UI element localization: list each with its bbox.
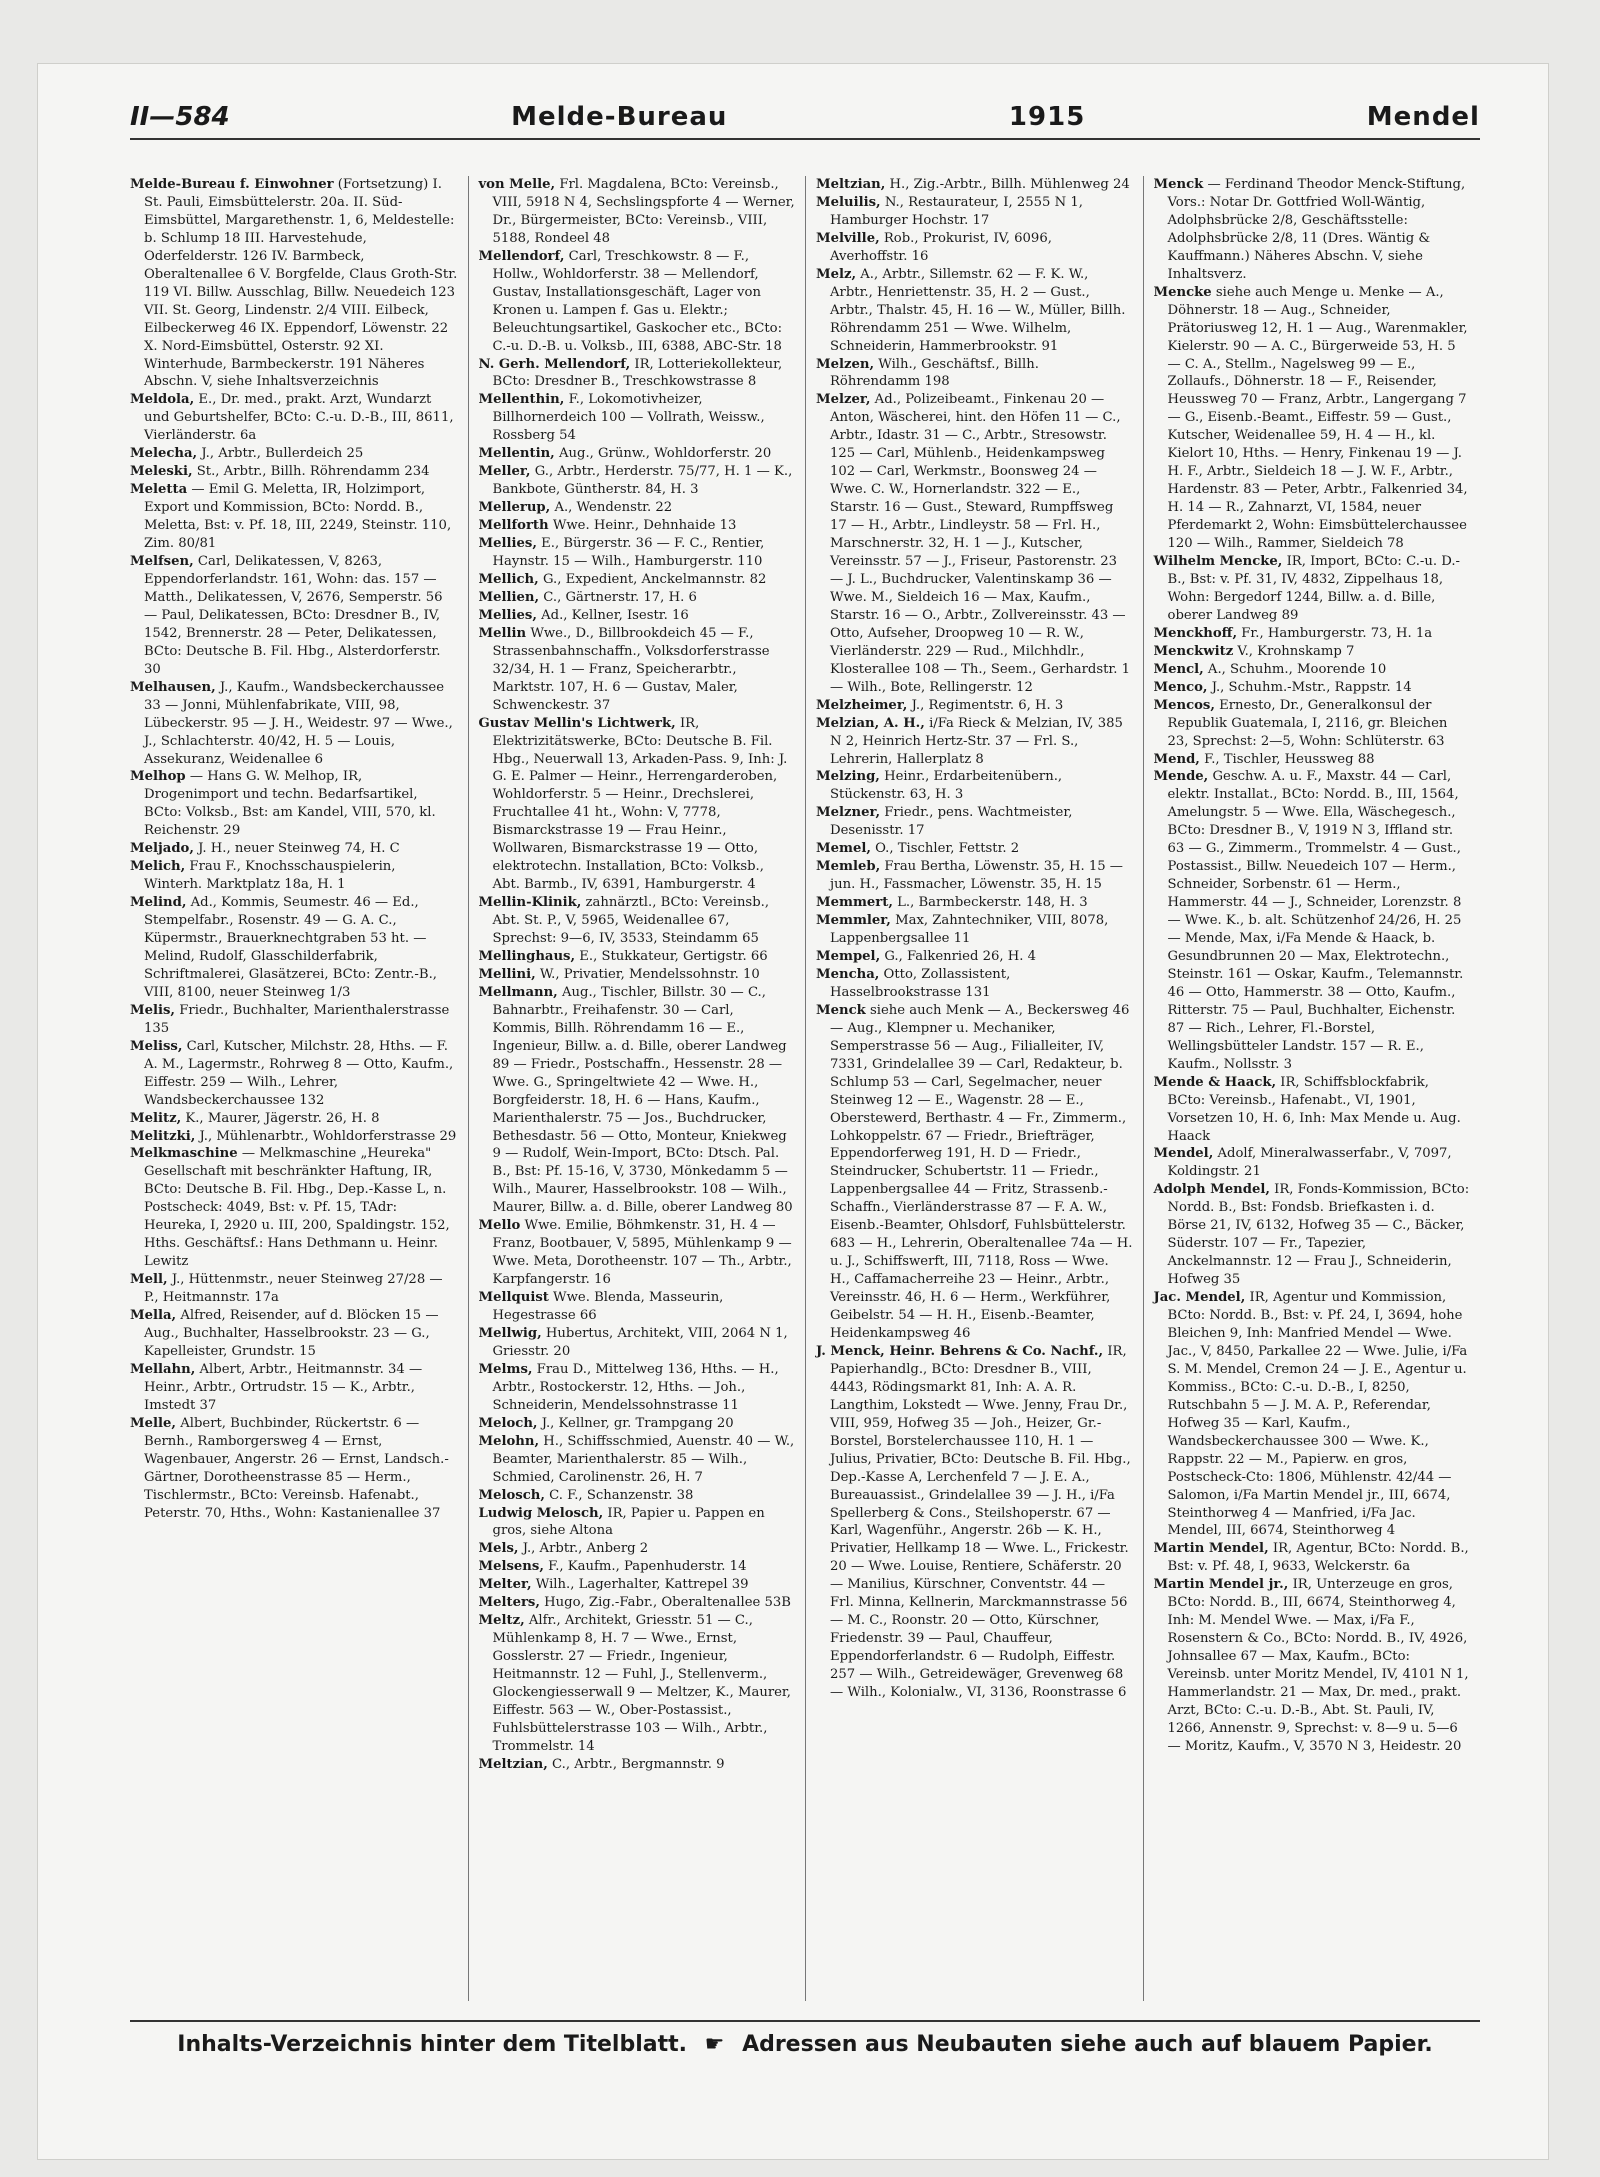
entry-details: Carl, Delikatessen, V, 8263, Eppendorferlandstr. 161, Wohn: das. 157 — Matth., Delikatessen, V, 2676, Semperstr. 56 — Paul, Delikatessen, BCto: Dresdner B., IV, 1542, Brennerstr. 28 — Peter, Delikatessen, BCto: Deutsche B. Fil. Hbg., Alsterdorferstr. 30 — [144, 554, 443, 677]
directory-entry — [479, 1217, 796, 1289]
directory-columns — [130, 176, 1480, 2001]
directory-entry — [130, 553, 458, 679]
entry-details: Ad., Kommis, Seumestr. 46 — Ed., Stempelfabr., Rosenstr. 49 — G. A. C., Küpermstr., Brauerknechtgraben 53 ht. — Melind, Rudolf, Glasschilderfabrik, Schriftmalerei, Glasätzerei, BCto: Zentr.-B., VIII, 8100, neuer Steinweg 1/3 — [144, 895, 437, 1000]
entry-name: Mellin-Klinik, — [478, 895, 582, 911]
entry-details: W., Privatier, Mendelssohnstr. 10 — [539, 966, 760, 982]
entry-details: IR, Elektrizitätswerke, BCto: Deutsche B. Fil. Hbg., Neuerwall 13, Arkaden-Pass. 9, Inh: J. G. E. Palmer — Heinr., Herrengarderoben, Wohldorferstr. 5 — Heinr., Drechslerei, Fruchtallee 41 ht., Wohn: V, 7778, Bismarckstrasse 19 — Frau Heinr., Wollwaren, Bismarckstrasse 19 — Otto, elektrotechn. Installation, BCto: Volksb., Abt. Barmb., IV, 6391, Hamburgerstr. 4 — [492, 715, 788, 893]
pointing-hand-icon: ☛ — [704, 2032, 725, 2057]
entry-details: K., Maurer, Jägerstr. 26, H. 8 — [185, 1110, 380, 1126]
directory-entry — [479, 1540, 796, 1558]
entry-name: Memel, — [816, 841, 871, 857]
entry-details: Wwe. Emilie, Böhmkenstr. 31, H. 4 — Franz, Bootbauer, V, 5895, Mühlenkamp 9 — Wwe. Meta, Dorotheenstr. 107 — Th., Arbtr., Karpfangerstr. 16 — [492, 1218, 792, 1288]
entry-details: IR, Fonds-Kommission, BCto: Nordd. B., Bst: Fondsb. Briefkasten i. d. Börse 21, IV, 6132, Hofweg 35 — C., Bäcker, Süderstr. 107 — Fr., Tapezier, Anckelmannstr. 12 — Frau J., Schneiderin, Hofweg 35 — [1167, 1182, 1470, 1288]
entry-name: Melde-Bureau f. Einwohner — [130, 177, 334, 192]
directory-entry — [1154, 1181, 1471, 1289]
entry-details: (Fortsetzung) I. St. Pauli, Eimsbüttelerstr. 20a. II. Süd-Eimsbüttel, Margarethenstr. 1, 6, Meldestelle: b. Schlump 18 III. Harvestehude, Oderfelderstr. 126 IV. Barmbeck, Oberaltenallee 6 V. Borgfelde, Claus Groth-Str. 119 VI. Billw. Ausschlag, Billw. Neuedeich 123 VII. St. Georg, Lindenstr. 2/4 VIII. Eilbeck, Eilbeckerweg 46 IX. Eppendorf, Löwenstr. 22 X. Nord-Eimsbüttel, Osterstr. 92 XI. Winterhude, Barmbeckerstr. 191 Näheres Abschn. V, siehe Inhaltsverzeichnis — [144, 177, 458, 390]
directory-entry — [816, 840, 1133, 858]
entry-name: Mellentin, — [478, 446, 555, 462]
entry-details: Fr., Hamburgerstr. 73, H. 1a — [1241, 625, 1433, 641]
entry-name: Ludwig Melosch, — [478, 1505, 604, 1521]
entry-name: Martin Mendel jr., — [1153, 1577, 1289, 1593]
entry-name: Melville, — [816, 230, 880, 246]
directory-entry — [479, 948, 796, 966]
directory-entry — [1154, 176, 1471, 284]
column-1 — [130, 176, 468, 2001]
entry-name: Melters, — [478, 1595, 540, 1611]
entry-details: G., Expedient, Anckelmannstr. 82 — [542, 571, 767, 587]
directory-entry — [130, 463, 458, 481]
directory-entry — [1154, 661, 1471, 679]
entry-details: — Hans G. W. Melhop, IR, Drogenimport und techn. Bedarfsartikel, BCto: Volksb., Bst: am Kandel, VIII, 570, kl. Reichenstr. 29 — [144, 769, 436, 839]
entry-details: F., Kaufm., Papenhuderstr. 14 — [548, 1559, 747, 1575]
directory-entry — [479, 894, 796, 948]
directory-entry — [816, 1002, 1133, 1343]
directory-entry — [816, 715, 1133, 769]
entry-name: Meldola, — [130, 392, 195, 408]
entry-details: C., Gärtnerstr. 17, H. 6 — [543, 589, 697, 605]
entry-name: Mellquist — [478, 1290, 549, 1306]
entry-name: Menck — [816, 1002, 866, 1018]
directory-entry — [1154, 1145, 1471, 1181]
directory-entry — [816, 697, 1133, 715]
directory-entry — [130, 894, 458, 1002]
entry-name: Menckwitz — [1153, 643, 1234, 659]
directory-entry — [816, 894, 1133, 912]
directory-entry — [1154, 284, 1471, 553]
entry-name: Melosch, — [478, 1487, 545, 1503]
entry-name: Mellinghaus, — [478, 948, 576, 964]
directory-entry — [479, 1289, 796, 1325]
entry-name: Gustav Mellin's Lichtwerk, — [478, 715, 676, 731]
entry-details: E., Stukkateur, Gertigstr. 66 — [579, 948, 768, 964]
directory-entry — [479, 1361, 796, 1415]
entry-details: E., Dr. med., prakt. Arzt, Wundarzt und Geburtshelfer, BCto: C.-u. D.-B., III, 8611, Vierländerstr. 6a — [144, 392, 454, 444]
entry-details: Aug., Tischler, Billstr. 30 — C., Bahnarbtr., Freihafenstr. 30 — Carl, Kommis, Billh. Röhrendamm 16 — E., Ingenieur, Billw. a. d. Bille, oberer Landweg 89 — Friedr., Postschaffn., Hessenstr. 28 — Wwe. G., Springeltwiete 42 — Wwe. H., Borgfeiderstr. 18, H. 6 — Hans, Kaufm., Marienthalerstr. 75 — Jos., Buchdrucker, Bethesdastr. 56 — Otto, Monteur, Kniekweg 9 — Rudolf, Wein-Import, BCto: Dtsch. Pal. B., Bst: Pf. 15-16, V, 3730, Mönkedamm 5 — Wilh., Maurer, Hasselbrookstr. 108 — Wilh., Maurer, Billw. a. d. Bille, oberer Landweg 80 — [492, 984, 793, 1216]
entry-name: Melis, — [130, 1002, 176, 1018]
entry-name: Melhop — [130, 769, 186, 785]
entry-details: IR, Agentur, BCto: Nordd. B., Bst: v. Pf. 48, I, 9633, Welckerstr. 6a — [1167, 1541, 1469, 1575]
entry-name: Mencl, — [1153, 661, 1204, 677]
entry-name: Melsens, — [478, 1559, 544, 1575]
entry-details: C. F., Schanzenstr. 38 — [549, 1487, 694, 1503]
entry-details: Ad., Kellner, Isestr. 16 — [541, 607, 689, 623]
entry-name: Mende, — [1153, 769, 1209, 785]
directory-entry — [816, 230, 1133, 266]
entry-details: J., Arbtr., Anberg 2 — [522, 1541, 649, 1557]
entry-details: IR, Import, BCto: C.-u. D.-B., Bst: v. Pf. 31, IV, 4832, Zippelhaus 18, Wohn: Bergedorf 1244, Billw. a. d. Bille, oberer Landweg 89 — [1167, 554, 1460, 623]
entry-details: — Emil G. Meletta, IR, Holzimport, Export und Kommission, BCto: Nordd. B., Meletta, Bst: v. Pf. 18, III, 2249, Steinstr. 110, Zim. 80/81 — [144, 482, 452, 552]
entry-details: J., Schuhm.-Mstr., Rappstr. 14 — [1211, 679, 1412, 695]
entry-details: Carl, Kutscher, Milchstr. 28, Hths. — F. A. M., Lagermstr., Rohrweg 8 — Otto, Kaufm., Eiffestr. 259 — Wilh., Lehrer, Wandsbeckerchaussee 132 — [144, 1038, 454, 1108]
directory-entry — [816, 391, 1133, 696]
entry-name: Mels, — [478, 1541, 519, 1557]
entry-name: Mellies, — [478, 607, 537, 623]
directory-entry — [479, 1487, 796, 1505]
directory-entry — [1154, 697, 1471, 751]
entry-details: IR, Papier u. Pappen en gros, siehe Altona — [492, 1505, 765, 1539]
directory-entry — [479, 1505, 796, 1541]
directory-entry — [1154, 625, 1471, 643]
entry-name: Menco, — [1153, 679, 1208, 695]
entry-details: Friedr., pens. Wachtmeister, Desenisstr. 17 — [830, 805, 1073, 839]
entry-name: Mellich, — [478, 571, 539, 587]
directory-entry — [816, 804, 1133, 840]
entry-name: Mellies, — [478, 536, 537, 552]
directory-entry — [479, 984, 796, 1217]
footer-index-note: Inhalts-Verzeichnis hinter dem Titelblatt. — [177, 2032, 687, 2057]
entry-details: A., Arbtr., Sillemstr. 62 — F. K. W., Arbtr., Henriettenstr. 35, H. 2 — Gust., Arbtr., Thalstr. 45, H. 16 — W., Müller, Billh. Röhrendamm 251 — Wwe. Wilhelm, Schneiderin, Hammerbrookstr. 91 — [830, 266, 1126, 354]
entry-details: siehe auch Menge u. Menke — A., Döhnerstr. 18 — Aug., Schneider, Prätoriusweg 12, H. 1 — Aug., Warenmakler, Kielerstr. 90 — A. C., Bürgerweide 53, H. 5 — C. A., Stellm., Nagelsweg 99 — E., Zollaufs., Döhnerstr. 18 — F., Reisender, Heussweg 70 — Franz, Arbtr., Langergang 7 — G., Eisenb.-Beamt., Eiffestr. 59 — Gust., Kutscher, Weidenallee 59, H. 4 — H., kl. Kielort 10, Hths. — Henry, Finkenau 19 — J. H. F., Arbtr., Sieldeich 18 — J. W. F., Arbtr., Hardenstr. 83 — Peter, Arbtr., Falkenried 34, H. 14 — R., Zahnarzt, VI, 1584, neuer Pferdemarkt 2, Wohn: Eimsbüttelerchaussee 120 — Wilh., Rammer, Sieldeich 78 — [1167, 284, 1468, 552]
directory-entry — [479, 1612, 796, 1756]
entry-name: Jac. Mendel, — [1153, 1290, 1246, 1306]
entry-details: Aug., Grünw., Wohldorferstr. 20 — [558, 446, 772, 462]
entry-details: Ad., Polizeibeamt., Finkenau 20 — Anton, Wäscherei, hint. den Höfen 11 — C., Arbtr., Idastr. 31 — C., Arbtr., Stresowstr. 125 — Carl, Mühlenb., Heidenkampsweg 102 — Carl, Werkmstr., Boonsweg 24 — Wwe. C. W., Hornerlandstr. 322 — E., Starstr. 16 — Gust., Steward, Rumpffsweg 17 — H., Arbtr., Lindleystr. 58 — Frl. H., Marschnerstr. 32, H. 1 — J., Kutscher, Vereinsstr. 57 — J., Friseur, Pastorenstr. 23 — J. L., Buchdrucker, Valentinskamp 36 — Wwe. M., Sieldeich 16 — Max, Kaufm., Starstr. 16 — O., Arbtr., Zollvereinsstr. 43 — Otto, Aufseher, Droopweg 10 — R. W., Vierländerstr. 229 — Rud., Milchhdlr., Klosterallee 108 — Th., Seem., Gerhardstr. 1 — Wilh., Bote, Rellingerstr. 12 — [830, 392, 1131, 695]
directory-entry — [130, 481, 458, 553]
directory-entry — [1154, 1576, 1471, 1756]
entry-name: Mello — [478, 1218, 521, 1234]
entry-name: Melzen, — [816, 356, 875, 372]
entry-details: Geschw. A. u. F., Maxstr. 44 — Carl, elektr. Installat., BCto: Nordd. B., III, 1564, Amelungstr. 5 — Wwe. Ella, Wäschegesch., BCto: Dresdner B., V, 1919 N 3, Iffland str. 63 — G., Zimmerm., Trommelstr. 4 — Gust., Postassist., Billw. Neuedeich 107 — Herm., Schneider, Sorbenstr. 61 — Herm., Hammerstr. 44 — J., Schneider, Lorenzstr. 8 — Wwe. K., b. alt. Schützenhof 24/26, H. 25 — Mende, Max, i/Fa Mende & Haack, b. Gesundbrunnen 20 — Max, Elektrotechn., Steinstr. 161 — Oskar, Kaufm., Telemannstr. 46 — Otto, Hammerstr. 38 — Otto, Kaufm., Ritterstr. 75 — Paul, Buchhalter, Eichenstr. 87 — Rich., Lehrer, Fl.-Borstel, Wellingsbütteler Landstr. 157 — R. E., Kaufm., Nollsstr. 3 — [1167, 769, 1464, 1072]
entry-name: Meliss, — [130, 1038, 183, 1054]
directory-entry — [479, 176, 796, 248]
entry-name: von Melle, — [478, 177, 556, 192]
entry-details: IR, Lotteriekollekteur, BCto: Dresdner B., Treschkowstrasse 8 — [492, 356, 783, 390]
entry-details: IR, Unterzeuge en gros, BCto: Nordd. B., III, 6674, Steinthorweg 4, Inh: M. Mendel Wwe. — Max, i/Fa F., Rosenstern & Co., BCto: Nordd. B., IV, 4926, Johnsallee 67 — Max, Kaufm., BCto: Vereinsb. unter Moritz Mendel, IV, 4101 N 1, Hammerlandstr. 21 — Max, Dr. med., prakt. Arzt, BCto: C.-u. D.-B., Abt. St. Pauli, IV, 1266, Annenstr. 9, Sprechst: v. 8—9 u. 5—6 — Moritz, Kaufm., V, 3570 N 3, Heidestr. 20 — [1167, 1577, 1469, 1754]
entry-name: Mempel, — [816, 948, 881, 964]
directory-entry — [1154, 1540, 1471, 1576]
directory-entry — [130, 858, 458, 894]
directory-entry — [479, 1325, 796, 1361]
entry-name: Mell, — [130, 1272, 168, 1288]
directory-entry — [816, 912, 1133, 948]
directory-entry — [1154, 751, 1471, 769]
entry-details: — Melkmaschine „Heureka" Gesellschaft mit beschränkter Haftung, IR, BCto: Deutsche B. Fil. Hbg., Dep.-Kasse L, n. Postscheck: 4049, Bst: v. Pf. 15, TAdr: Heureka, I, 2920 u. III, 200, Spaldingstr. 152, Hths. Geschäftsf.: Hans Dethmann u. Heinr. Lewitz — [144, 1146, 450, 1270]
entry-name: Meleski, — [130, 464, 193, 480]
entry-details: Frau D., Mittelweg 136, Hths. — H., Arbtr., Rostockerstr. 12, Hths. — Joh., Schneiderin, Mendelssohnstrasse 11 — [492, 1361, 779, 1413]
directory-entry — [816, 176, 1133, 194]
directory-entry — [479, 517, 796, 535]
directory-entry — [479, 1576, 796, 1594]
entry-name: Melhausen, — [130, 679, 216, 695]
directory-entry — [479, 1433, 796, 1487]
entry-details: Ernesto, Dr., Generalkonsul der Republik Guatemala, I, 2116, gr. Bleichen 23, Sprechst: 2—5, Wohn: Schlüterstr. 63 — [1167, 697, 1448, 749]
entry-name: Menckhoff, — [1153, 625, 1238, 641]
directory-entry — [130, 1415, 458, 1523]
entry-details: G., Falkenried 26, H. 4 — [884, 948, 1037, 964]
entry-details: zahnärztl., BCto: Vereinsb., Abt. St. P., V, 5965, Weidenallee 67, Sprechst: 9—6, IV, 3533, Steindamm 65 — [492, 895, 770, 947]
entry-name: Melind, — [130, 895, 187, 911]
entry-name: Melkmaschine — [130, 1146, 238, 1162]
entry-name: Mend, — [1153, 751, 1200, 767]
entry-name: Adolph Mendel, — [1153, 1182, 1270, 1198]
directory-entry — [479, 356, 796, 392]
entry-name: Meller, — [478, 464, 531, 480]
entry-details: N., Restaurateur, I, 2555 N 1, Hamburger Hochstr. 17 — [830, 194, 1083, 228]
entry-details: F., Lokomotivheizer, Billhornerdeich 100 — Vollrath, Weissw., Rossberg 54 — [492, 392, 765, 444]
entry-details: G., Arbtr., Herderstr. 75/77, H. 1 — K., Bankbote, Güntherstr. 84, H. 3 — [492, 464, 793, 498]
entry-details: Max, Zahntechniker, VIII, 8078, Lappenbergsallee 11 — [830, 913, 1109, 947]
directory-entry — [130, 1145, 458, 1271]
directory-entry — [479, 445, 796, 463]
entry-details: Frl. Magdalena, BCto: Vereinsb., VIII, 5918 N 4, Sechslingspforte 4 — Werner, Dr., Bürgermeister, BCto: Vereinsb., VIII, 5188, Rondeel 48 — [492, 177, 795, 246]
directory-entry — [130, 1038, 458, 1110]
entry-details: Albert, Arbtr., Heitmannstr. 34 — Heinr., Arbtr., Ortrudstr. 15 — K., Arbtr., Imstedt 37 — [144, 1361, 423, 1413]
directory-entry — [1154, 1289, 1471, 1540]
directory-entry — [479, 535, 796, 571]
directory-entry — [130, 1307, 458, 1361]
entry-details: Albert, Buchbinder, Rückertstr. 6 — Bernh., Ramborgersweg 4 — Ernst, Wagenbauer, Angerstr. 26 — Ernst, Landsch.-Gärtner, Dorotheenstrasse 85 — Herm., Tischlermstr., BCto: Vereinsb. Hafenabt., Peterstr. 70, Hths., Wohn: Kastanienallee 37 — [144, 1415, 449, 1521]
entry-name: Melfsen, — [130, 554, 194, 570]
entry-name: Melecha, — [130, 446, 198, 462]
directory-entry — [130, 1128, 458, 1146]
entry-details: Wwe. Heinr., Dehnhaide 13 — [552, 518, 737, 534]
entry-name: Mellahn, — [130, 1361, 196, 1377]
entry-name: Mellien, — [478, 589, 540, 605]
entry-name: Memmler, — [816, 913, 891, 929]
directory-entry — [479, 625, 796, 715]
year: 1915 — [1008, 102, 1086, 132]
directory-entry — [130, 1361, 458, 1415]
entry-details: E., Bürgerstr. 36 — F. C., Rentier, Haynstr. 15 — Wilh., Hamburgerstr. 110 — [492, 536, 765, 570]
entry-name: Menck — [1153, 177, 1204, 192]
entry-name: Mencke — [1153, 284, 1212, 300]
directory-entry — [479, 589, 796, 607]
entry-details: A., Wendenstr. 22 — [554, 500, 673, 516]
entry-name: N. Gerh. Mellendorf, — [478, 356, 631, 372]
page-footer — [130, 2020, 1480, 2057]
directory-entry — [479, 499, 796, 517]
directory-entry — [130, 1110, 458, 1128]
entry-details: siehe auch Menk — A., Beckersweg 46 — Aug., Klempner u. Mechaniker, Semperstrasse 56 — Aug., Filialleiter, IV, 7331, Grindelallee 39 — Carl, Redakteur, b. Schlump 53 — Carl, Segelmacher, neuer Steinweg 12 — E., Wagenstr. 28 — E., Oberstewerd, Berthastr. 4 — Fr., Zimmerm., Lohkoppelstr. 67 — Friedr., Briefträger, Eppendorferweg 191, H. D — Friedr., Steindrucker, Schubertstr. 11 — Friedr., Lappenbergsallee 44 — Fritz, Strassenb.-Schaffn., Vierländerstrasse 87 — F. A. W., Eisenb.-Beamter, Ohlsdorf, Fuhlsbüttelerstr. 683 — H., Lehrerin, Oberaltenallee 74a — H. u. J., Schiffswerft, III, 7118, Ross — Wwe. H., Caffamacherreihe 23 — Heinr., Arbtr., Vereinsstr. 46, H. 6 — Herm., Werkführer, Geibelstr. 54 — H. H., Eisenb.-Beamter, Heidenkampsweg 46 — [830, 1002, 1133, 1341]
directory-entry — [479, 607, 796, 625]
directory-entry — [479, 715, 796, 895]
entry-details: J., Kaufm., Wandsbeckerchaussee 33 — Jonni, Mühlenfabrikate, VIII, 98, Lübeckerstr. 95 — J. H., Weidestr. 97 — Wwe., J., Schlachterstr. 40/42, H. 5 — Louis, Assekuranz, Weidenallee 6 — [144, 679, 453, 767]
directory-entry — [1154, 1074, 1471, 1146]
entry-name: Mellini, — [478, 966, 536, 982]
entry-details: Wilh., Geschäftsf., Billh. Röhrendamm 198 — [830, 356, 1039, 390]
entry-details: Frau F., Knochsschauspielerin, Winterh. Marktplatz 18a, H. 1 — [144, 859, 396, 893]
directory-entry — [479, 1558, 796, 1576]
entry-name: Mellforth — [478, 518, 549, 534]
directory-entry — [479, 1594, 796, 1612]
page-number: II—584 — [130, 102, 230, 132]
directory-entry — [130, 1271, 458, 1307]
section-title: Melde-Bureau — [511, 102, 728, 132]
directory-entry — [479, 966, 796, 984]
entry-name: Meloch, — [478, 1415, 538, 1431]
directory-entry — [479, 248, 796, 356]
entry-details: Frau Bertha, Löwenstr. 35, H. 15 — jun. H., Fassmacher, Löwenstr. 35, H. 15 — [830, 859, 1123, 893]
entry-name: Melich, — [130, 859, 186, 875]
entry-name: Mella, — [130, 1308, 177, 1324]
directory-entry — [130, 679, 458, 769]
page-header — [130, 78, 1480, 140]
entry-name: Melzing, — [816, 769, 880, 785]
entry-details: Wwe., D., Billbrookdeich 45 — F., Strassenbahnschaffn., Volksdorferstrasse 32/34, H. 1 — Franz, Speicherarbtr., Marktstr. 107, H. 6 — Gustav, Maler, Schwenckestr. 37 — [492, 625, 770, 713]
entry-name: Mendel, — [1153, 1146, 1214, 1162]
entry-name: Mellin — [478, 625, 527, 641]
entry-name: Melms, — [478, 1361, 533, 1377]
entry-details: Heinr., Erdarbeitenübern., Stückenstr. 63, H. 3 — [830, 769, 1063, 803]
directory-entry — [1154, 553, 1471, 625]
directory-entry — [1154, 679, 1471, 697]
entry-name: Mellenthin, — [478, 392, 565, 408]
entry-name: Meltzian, — [816, 177, 886, 192]
entry-name: Melzer, — [816, 392, 871, 408]
directory-entry — [479, 1756, 796, 1774]
entry-details: St., Arbtr., Billh. Röhrendamm 234 — [196, 464, 430, 480]
entry-details: J., Hüttenmstr., neuer Steinweg 27/28 — P., Heitmannstr. 17a — [144, 1272, 443, 1306]
entry-name: Melitzki, — [130, 1128, 196, 1144]
directory-entry — [479, 1415, 796, 1433]
entry-details: Hubertus, Architekt, VIII, 2064 N 1, Griesstr. 20 — [492, 1326, 788, 1359]
entry-details: Carl, Treschkowstr. 8 — F., Hollw., Wohldorferstr. 38 — Mellendorf, Gustav, Installationsgeschäft, Lager von Kronen u. Lampen f. Gas u. Elektr.; Beleuchtungsartikel, Gaskocher etc., BCto: C.-u. D.-B. u. Volksb., III, 6388, ABC-Str. 18 — [492, 248, 783, 354]
entry-details: i/Fa Rieck & Melzian, IV, 385 N 2, Heinrich Hertz-Str. 37 — Frl. S., Lehrerin, Hallerplatz 8 — [830, 715, 1123, 767]
entry-name: Melzner, — [816, 805, 881, 821]
entry-details: IR, Papierhandlg., BCto: Dresdner B., VIII, 4443, Rödingsmarkt 81, Inh: A. A. R. Langthim, Lokstedt — Wwe. Jenny, Frau Dr., VIII, 959, Hofweg 35 — Joh., Heizer, Gr.-Borstel, Borstelerchaussee 110, H. 1 — Julius, Privatier, BCto: Deutsche B. Fil. Hbg., Dep.-Kasse A, Lerchenfeld 7 — J. E. A., Bureauassist., Grindelallee 39 — J. H., i/Fa Spellerberg & Cons., Steilshoperstr. 67 — Karl, Wagenführ., Angerstr. 26b — K. H., Privatier, Hellkamp 18 — Wwe. L., Frickestr. 20 — Wwe. Louise, Rentiere, Schäferstr. 20 — Manilius, Kürschner, Conventstr. 44 — Frl. Minna, Kellnerin, Marckmannstrasse 56 — M. C., Roonstr. 20 — Otto, Kürschner, Friedenstr. 39 — Paul, Chauffeur, Eppendorferlandstr. 6 — Rudolph, Eiffestr. 257 — Wilh., Getreidewäger, Grevenweg 68 — Wilh., Kolonialw., VI, 3136, Roonstrasse 6 — [830, 1343, 1131, 1701]
entry-details: Alfr., Architekt, Griesstr. 51 — C., Mühlenkamp 8, H. 7 — Wwe., Ernst, Gosslerstr. 27 — Friedr., Ingenieur, Heitmannstr. 12 — Fuhl, J., Stellenverm., Glockengiesserwall 9 — Meltzer, K., Maurer, Eiffestr. 563 — W., Ober-Postassist., Fuhlsbüttelerstrasse 103 — Wilh., Arbtr., Trommelstr. 14 — [492, 1613, 791, 1754]
entry-name: J. Menck, Heinr. Behrens & Co. Nachf., — [816, 1343, 1104, 1359]
entry-name: Melz, — [816, 266, 857, 282]
directory-entry — [130, 840, 458, 858]
entry-details: J., Kellner, gr. Trampgang 20 — [541, 1415, 734, 1431]
entry-details: J., Regimentstr. 6, H. 3 — [911, 697, 1064, 713]
column-4 — [1143, 176, 1481, 2001]
directory-entry — [816, 1343, 1133, 1702]
entry-name: Melter, — [478, 1577, 532, 1593]
entry-name: Melzheimer, — [816, 697, 908, 713]
directory-entry — [479, 463, 796, 499]
directory-entry — [816, 948, 1133, 966]
entry-details: J. H., neuer Steinweg 74, H. C — [198, 841, 400, 857]
column-2 — [468, 176, 806, 2001]
directory-entry — [130, 1002, 458, 1038]
entry-name: Meltzian, — [478, 1756, 548, 1772]
directory-entry — [816, 194, 1133, 230]
entry-name: Memleb, — [816, 859, 881, 875]
entry-name: Mellmann, — [478, 984, 558, 1000]
entry-details: IR, Schiffsblockfabrik, BCto: Vereinsb., Hafenabt., VI, 1901, Vorsetzen 10, H. 6, Inh: Max Mende u. Aug. Haack — [1167, 1074, 1461, 1144]
entry-details: Otto, Zollassistent, Hasselbrookstrasse 131 — [830, 966, 1011, 1000]
directory-entry — [130, 391, 458, 445]
entry-details: H., Schiffsschmied, Auenstr. 40 — W., Beamter, Marienthalerstr. 85 — Wilh., Schmied, Carolinenstr. 26, H. 7 — [492, 1433, 795, 1485]
directory-entry — [816, 966, 1133, 1002]
entry-details: C., Arbtr., Bergmannstr. 9 — [552, 1756, 725, 1772]
directory-entry — [816, 768, 1133, 804]
column-3 — [805, 176, 1143, 2001]
entry-details: Wwe. Blenda, Masseurin, Hegestrasse 66 — [492, 1290, 724, 1324]
entry-details: Rob., Prokurist, IV, 6096, Averhoffstr. 16 — [830, 230, 1052, 264]
directory-entry — [1154, 643, 1471, 661]
entry-details: Alfred, Reisender, auf d. Blöcken 15 — Aug., Buchhalter, Hasselbrookstr. 23 — G., Kapelleister, Grundstr. 15 — [144, 1308, 439, 1359]
entry-details: V., Krohnskamp 7 — [1237, 643, 1355, 659]
directory-entry — [130, 176, 458, 391]
entry-name: Mencos, — [1153, 697, 1215, 713]
entry-name: Melitz, — [130, 1110, 182, 1126]
directory-entry — [816, 266, 1133, 356]
entry-details: L., Barmbeckerstr. 148, H. 3 — [897, 895, 1088, 911]
entry-name: Melohn, — [478, 1433, 540, 1449]
directory-entry — [479, 391, 796, 445]
entry-details: F., Tischler, Heussweg 88 — [1204, 751, 1375, 767]
entry-name: Meluilis, — [816, 194, 881, 210]
entry-details: Wilh., Lagerhalter, Kattrepel 39 — [535, 1577, 749, 1593]
entry-details: O., Tischler, Fettstr. 2 — [875, 841, 1020, 857]
entry-name: Wilhelm Mencke, — [1153, 554, 1283, 570]
entry-name: Mellerup, — [478, 500, 551, 516]
directory-entry — [816, 858, 1133, 894]
directory-entry — [1154, 768, 1471, 1073]
entry-name: Meltz, — [478, 1613, 525, 1629]
directory-entry — [479, 571, 796, 589]
directory-entry — [816, 356, 1133, 392]
entry-name: Meljado, — [130, 841, 194, 857]
last-name-heading: Mendel — [1366, 102, 1480, 132]
entry-name: Meletta — [130, 482, 188, 498]
entry-name: Memmert, — [816, 895, 893, 911]
entry-name: Mencha, — [816, 966, 880, 982]
entry-name: Martin Mendel, — [1153, 1541, 1269, 1557]
entry-details: H., Zig.-Arbtr., Billh. Mühlenweg 24 — [889, 177, 1130, 192]
entry-details: — Ferdinand Theodor Menck-Stiftung, Vors.: Notar Dr. Gottfried Woll-Wäntig, Adolphsbrücke 2/8, Geschäftsstelle: Adolphsbrücke 2/8, 11 (Dres. Wäntig & Kauffmann.) Näheres Abschn. V, siehe Inhaltsverz. — [1167, 177, 1466, 282]
entry-name: Mellwig, — [478, 1326, 542, 1341]
entry-details: Adolf, Mineralwasserfabr., V, 7097, Koldingstr. 21 — [1167, 1146, 1452, 1180]
entry-name: Mende & Haack, — [1153, 1074, 1277, 1090]
directory-entry — [130, 445, 458, 463]
entry-name: Mellendorf, — [478, 248, 565, 264]
footer-new-buildings-note: Adressen aus Neubauten siehe auch auf blauem Papier. — [742, 2032, 1433, 2057]
entry-name: Melzian, A. H., — [816, 715, 925, 731]
entry-details: J., Mühlenarbtr., Wohldorferstrasse 29 — [199, 1128, 457, 1144]
entry-details: Friedr., Buchhalter, Marienthalerstrasse 135 — [144, 1002, 450, 1036]
directory-entry — [130, 768, 458, 840]
entry-details: Hugo, Zig.-Fabr., Oberaltenallee 53B — [544, 1595, 791, 1611]
entry-details: A., Schuhm., Moorende 10 — [1207, 661, 1387, 677]
entry-details: J., Arbtr., Bullerdeich 25 — [201, 446, 364, 462]
entry-details: IR, Agentur und Kommission, BCto: Nordd. B., Bst: v. Pf. 24, I, 3694, hohe Bleichen 9, Inh: Manfried Mendel — Wwe. Jac., V, 8450, Parkallee 22 — Wwe. Julie, i/Fa S. M. Mendel, Cremon 24 — J. E., Agentur u. Kommiss., BCto: C.-u. D.-B., I, 8250, Rutschbahn 5 — J. M. A. P., Referendar, Hofweg 35 — Karl, Kaufm., Wandsbeckerchaussee 300 — Wwe. K., Rappstr. 22 — M., Papierw. en gros, Postscheck-Cto: 1806, Mühlenstr. 42/44 — Salomon, i/Fa Martin Mendel jr., III, 6674, Steinthorweg 4 — Manfried, i/Fa Jac. Mendel, III, 6674, Steinthorweg 4 — [1167, 1290, 1468, 1539]
entry-name: Melle, — [130, 1415, 176, 1431]
